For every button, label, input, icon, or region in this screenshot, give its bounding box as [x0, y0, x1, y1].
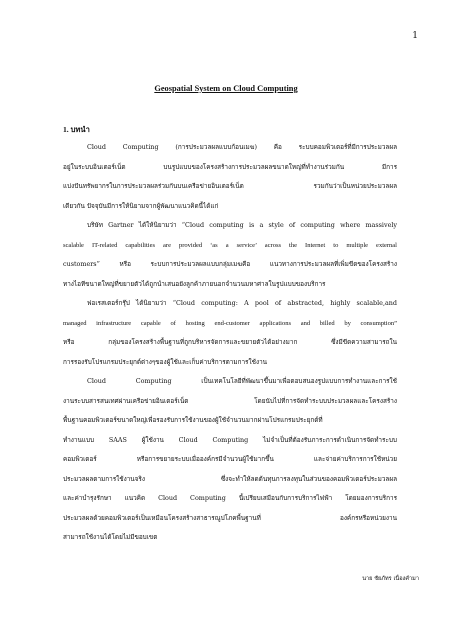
text-line: หรือ กลุ่มของโครงสร้างพื้นฐานที่ถูกบริหารจัดการและขยายตัวได้อย่างมาก ซึ่งมีขีดความสามารถใน: [63, 338, 397, 346]
text-line: คอมพิวเตอร์ หรือการขยายระบบเมื่อองค์กรมีจำนวนผู้ใช้มากขึ้น และจ่ายค่าบริการการใช้หน่วย: [63, 455, 397, 463]
document-title: Geospatial System on Cloud Computing: [154, 84, 298, 93]
text-line: Cloud Computing (การประมวลผลแบบก้อนเมฆ) คือ ระบบคอมพิวเตอร์ที่มีการประมวลผล: [87, 143, 397, 151]
text-line: งานระบบสารสนเทศผ่านเครือข่ายอินเตอร์เน็ต โดยนับไปที่การจัดทำระบบประมวลผลและโครงสร้าง: [63, 396, 397, 405]
text-line: ฟอเรสเตอร์กรุ๊ป ได้นิยามว่า “Cloud computing: A pool of abstracted, highly scalable,and: [87, 299, 397, 307]
section-heading: 1. บทนำ: [63, 125, 90, 134]
text-line: scalable IT-related capabilities are provided ‘as a service’ across the Internet to multiple external: [63, 241, 397, 249]
text-line: ทางไอทีขนาดใหญ่ที่ขยายตัวได้ถูกนำเสนอยังลูกค้าภายนอกจำนวนมหาศาลในรูปแบบของบริการ: [63, 279, 326, 288]
text-line: Cloud Computing เป็นเทคโนโลยีที่พัฒนาขึ้นมาเพื่อตอบสนองรูปแบบการทำงานและการใช้: [87, 377, 397, 385]
text-line: การรองรับโปรแกรมประยุกต์ต่างๆของผู้ใช้และเก็บค่าบริการตามการใช้งาน: [63, 357, 268, 366]
text-line: สามารถใช้งานได้โดยไม่มีขอบเขต: [63, 533, 158, 541]
text-line: อยู่ในระบบอินเตอร์เน็ต บนรูปแบบของโครงสร้างการประมวลผลขนาดใหญ่ที่ทำงานร่วมกัน มีการ: [63, 162, 397, 171]
text-line: และค่าบำรุงรักษา แนวคิด Cloud Computing นี้เปรียบเสมือนกับการบริการไฟฟ้า โดยมองการบริการ: [63, 494, 397, 502]
text-line: แบ่งปันทรัพยากรในการประมวลผลร่วมกันบนเครือข่ายอินเตอร์เน็ต รวมกันว่าเป็นหน่วยประมวลผล: [63, 182, 397, 190]
text-line: ประมวลผลด้วยคอมพิวเตอร์เป็นเหมือนโครงสร้างสาธารณูปโภคพื้นฐานที่ องค์กรหรือหน่วยงาน: [63, 513, 397, 522]
page-number: 1: [412, 31, 418, 41]
text-line: พื้นฐานคอมพิวเตอร์ขนาดใหญ่เพื่อรองรับการใช้งานของผู้ใช้จำนวนมากผ่านโปรแกรมประยุกต์ที่: [63, 416, 323, 424]
text-line: ทำงานแบบ SAAS ผู้ใช้งาน Cloud Computing ไม่จำเป็นที่ต้องรับภาระการดำเนินการจัดทำระบบ: [63, 435, 397, 444]
text-line: managed infrastructure capable of hosting end-customer applications and billed by consumption”: [63, 319, 397, 327]
text-line: เดียวกัน ปัจจุบันมีการให้นิยามจากผู้พัฒนาแนวคิดนี้ได้แก่: [63, 201, 219, 210]
author-footer: นาย ชัยภัทร เนื่องคำมา: [362, 576, 419, 582]
text-line: บริษัท Gartner ได้ให้นิยามว่า “Cloud computing is a style of computing where massively: [87, 221, 397, 229]
text-line: ประมวลผลตามการใช้งานจริง ซึ่งจะทำให้ลดต้นทุนการลงทุนในส่วนของคอมพิวเตอร์ประมวลผล: [63, 474, 397, 483]
text-line: customers” หรือ ระบบการประมวลผลแบบกลุ่มเมฆคือ แนวทางการประมวลผลที่เพิ่มขีดของโครงสร้าง: [63, 260, 397, 268]
body-text: [63, 138, 397, 548]
